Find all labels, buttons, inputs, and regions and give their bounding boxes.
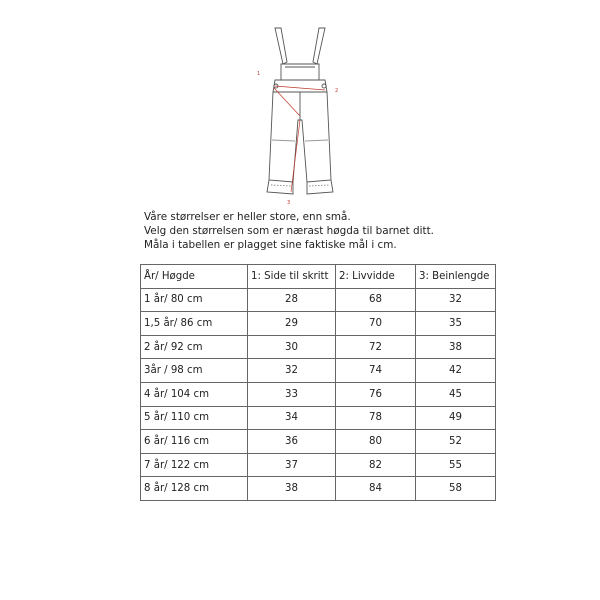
- cell-waist: 70: [336, 312, 416, 336]
- table-row: [141, 312, 496, 336]
- cell-waist: 84: [336, 477, 416, 501]
- cell-waist: 68: [336, 288, 416, 312]
- cell-size: 8 år/ 128 cm: [141, 477, 248, 501]
- table-row: [141, 288, 496, 312]
- cell-size: 7 år/ 122 cm: [141, 453, 248, 477]
- marker-1: 1: [257, 71, 261, 77]
- cell-size: 2 år/ 92 cm: [141, 335, 248, 359]
- cell-leg: 58: [416, 477, 496, 501]
- cell-side: 30: [248, 335, 336, 359]
- cell-leg: 35: [416, 312, 496, 336]
- size-table: [140, 264, 496, 501]
- header-waist: 2: Livvidde: [336, 265, 416, 289]
- cell-size: 6 år/ 116 cm: [141, 430, 248, 454]
- cell-leg: 55: [416, 453, 496, 477]
- intro-line: Våre størrelser er heller store, enn små.: [144, 211, 351, 223]
- table-row: [141, 382, 496, 406]
- cell-leg: 45: [416, 382, 496, 406]
- table-row: [141, 335, 496, 359]
- cell-side: 29: [248, 312, 336, 336]
- waist-band: [273, 80, 327, 92]
- cell-size: 1,5 år/ 86 cm: [141, 312, 248, 336]
- table-row: [141, 406, 496, 430]
- cell-leg: 49: [416, 406, 496, 430]
- cell-size: 1 år/ 80 cm: [141, 288, 248, 312]
- cell-side: 38: [248, 477, 336, 501]
- waist-line: [275, 86, 325, 90]
- intro-line: Måla i tabellen er plagget sine faktiske mål i cm.: [144, 239, 397, 252]
- cell-side: 33: [248, 382, 336, 406]
- marker-2: 2: [335, 88, 339, 94]
- cell-leg: 32: [416, 288, 496, 312]
- cell-side: 37: [248, 453, 336, 477]
- header-age-height: År/ Høgde: [141, 265, 248, 289]
- table-row: [141, 430, 496, 454]
- cell-size: 3år / 98 cm: [141, 359, 248, 383]
- cell-side: 36: [248, 430, 336, 454]
- size-guide-intro: [144, 210, 434, 253]
- cell-side: 34: [248, 406, 336, 430]
- cell-waist: 78: [336, 406, 416, 430]
- left-strap: [275, 28, 287, 64]
- header-side-to-crotch: 1: Side til skritt: [248, 265, 336, 289]
- inseam-line: [291, 120, 300, 192]
- cell-waist: 72: [336, 335, 416, 359]
- table-row: [141, 453, 496, 477]
- cell-side: 32: [248, 359, 336, 383]
- cell-size: 5 år/ 110 cm: [141, 406, 248, 430]
- bib-panel: [281, 64, 319, 80]
- table-row: [141, 359, 496, 383]
- cell-side: 28: [248, 288, 336, 312]
- cell-leg: 38: [416, 335, 496, 359]
- cell-waist: 76: [336, 382, 416, 406]
- bib-pants-diagram: [245, 20, 355, 210]
- header-leg-length: 3: Beinlengde: [416, 265, 496, 289]
- cell-waist: 80: [336, 430, 416, 454]
- cell-leg: 52: [416, 430, 496, 454]
- intro-line: Velg den størrelsen som er nærast høgda til barnet ditt.: [144, 225, 434, 238]
- table-header-row: [141, 265, 496, 289]
- table-row: [141, 477, 496, 501]
- right-strap: [313, 28, 325, 64]
- cell-waist: 74: [336, 359, 416, 383]
- cell-leg: 42: [416, 359, 496, 383]
- cell-waist: 82: [336, 453, 416, 477]
- cell-size: 4 år/ 104 cm: [141, 382, 248, 406]
- marker-3: 3: [287, 200, 291, 206]
